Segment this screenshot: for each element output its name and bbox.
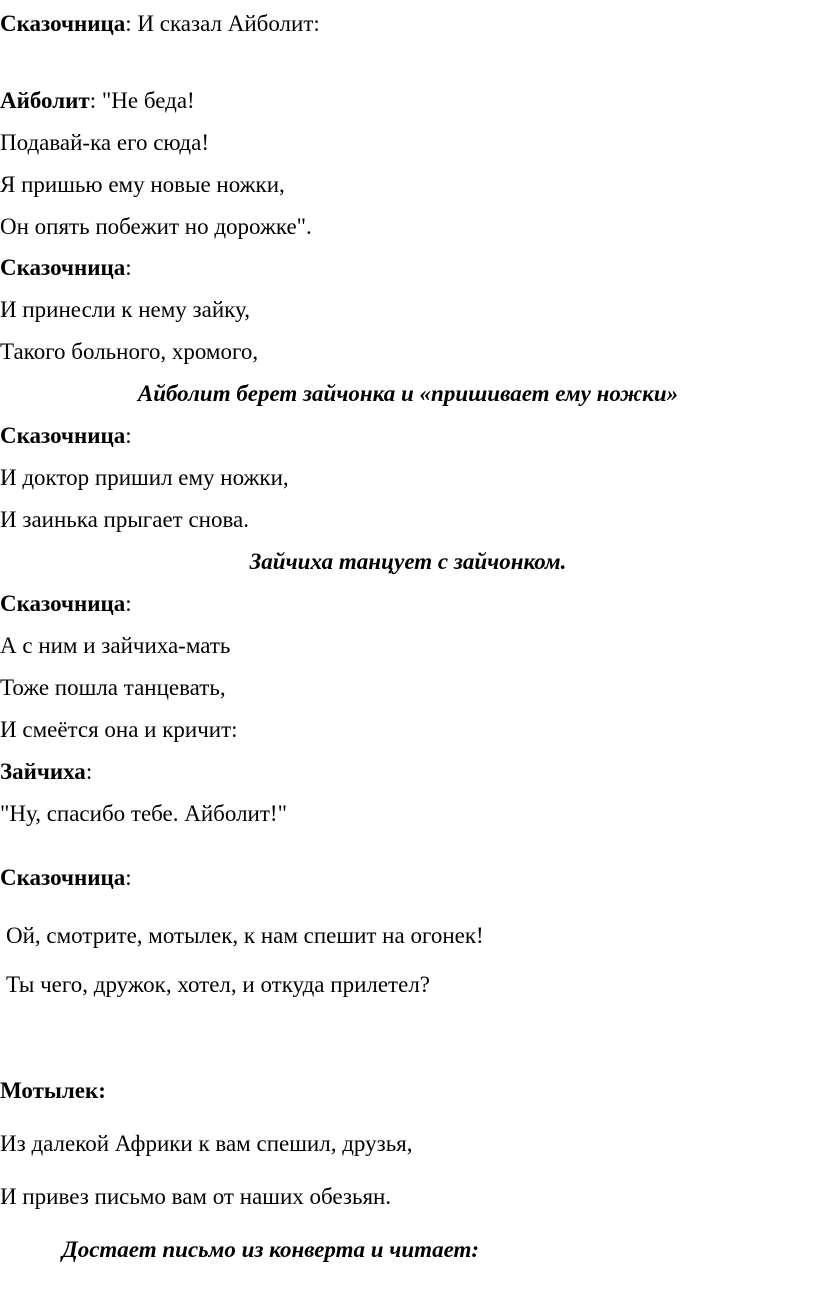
- dialogue-line: [0, 864, 132, 892]
- dialogue-line: [0, 422, 132, 450]
- verse-line: Он опять побежит но дорожке".: [0, 214, 312, 239]
- verse-line: Я пришью ему новые ножки,: [0, 172, 285, 197]
- dialogue-line: [0, 87, 195, 115]
- speaker-name: Зайчиха: [0, 759, 86, 784]
- verse-line: И заинька прыгает снова.: [0, 507, 249, 532]
- speaker-name: Сказочница: [0, 255, 126, 280]
- verse-line: Такого больного, хромого,: [0, 339, 259, 364]
- speaker-name: Сказочница: [0, 423, 126, 448]
- verse-line: А с ним и зайчиха-мать: [0, 633, 231, 658]
- speaker-name: Мотылек:: [0, 1078, 106, 1103]
- line-text: :: [125, 255, 132, 280]
- verse-line: Ой, смотрите, мотылек, к нам спешит на огонек!: [6, 923, 484, 948]
- dialogue-line: [0, 590, 132, 618]
- verse-line: И принесли к нему зайку,: [0, 297, 250, 322]
- verse-line: "Ну, спасибо тебе. Айболит!": [0, 801, 287, 826]
- verse-line: И доктор пришил ему ножки,: [0, 465, 289, 490]
- speaker-name: Сказочница: [0, 591, 126, 616]
- verse-line: Из далекой Африки к вам спешил, друзья,: [0, 1131, 413, 1156]
- dialogue-line: [0, 1077, 106, 1105]
- line-text: :: [125, 591, 132, 616]
- line-text: :: [125, 865, 132, 890]
- dialogue-line: [0, 254, 132, 282]
- speaker-name: Айболит: [0, 88, 90, 113]
- dialogue-line: [0, 10, 320, 38]
- speaker-name: Сказочница: [0, 865, 126, 890]
- line-text: : И сказал Айболит:: [125, 11, 320, 36]
- line-text: :: [85, 759, 93, 784]
- line-text: :: [125, 423, 132, 448]
- stage-direction: Достает письмо из конверта и читает:: [62, 1237, 480, 1262]
- speaker-name: Сказочница: [0, 11, 126, 36]
- stage-direction: Зайчиха танцует с зайчонком.: [249, 549, 567, 574]
- verse-line: Тоже пошла танцевать,: [0, 675, 226, 700]
- verse-line: И привез письмо вам от наших обезьян.: [0, 1184, 392, 1209]
- verse-line: И смеётся она и кричит:: [0, 717, 238, 742]
- verse-line: Ты чего, дружок, хотел, и откуда прилетел?: [6, 972, 431, 997]
- line-text: : "Не беда!: [89, 88, 195, 113]
- dialogue-line: [0, 758, 92, 786]
- verse-line: Подавай-ка его сюда!: [0, 130, 209, 155]
- stage-direction: Айболит берет зайчонка и «пришивает ему ножки»: [137, 381, 679, 406]
